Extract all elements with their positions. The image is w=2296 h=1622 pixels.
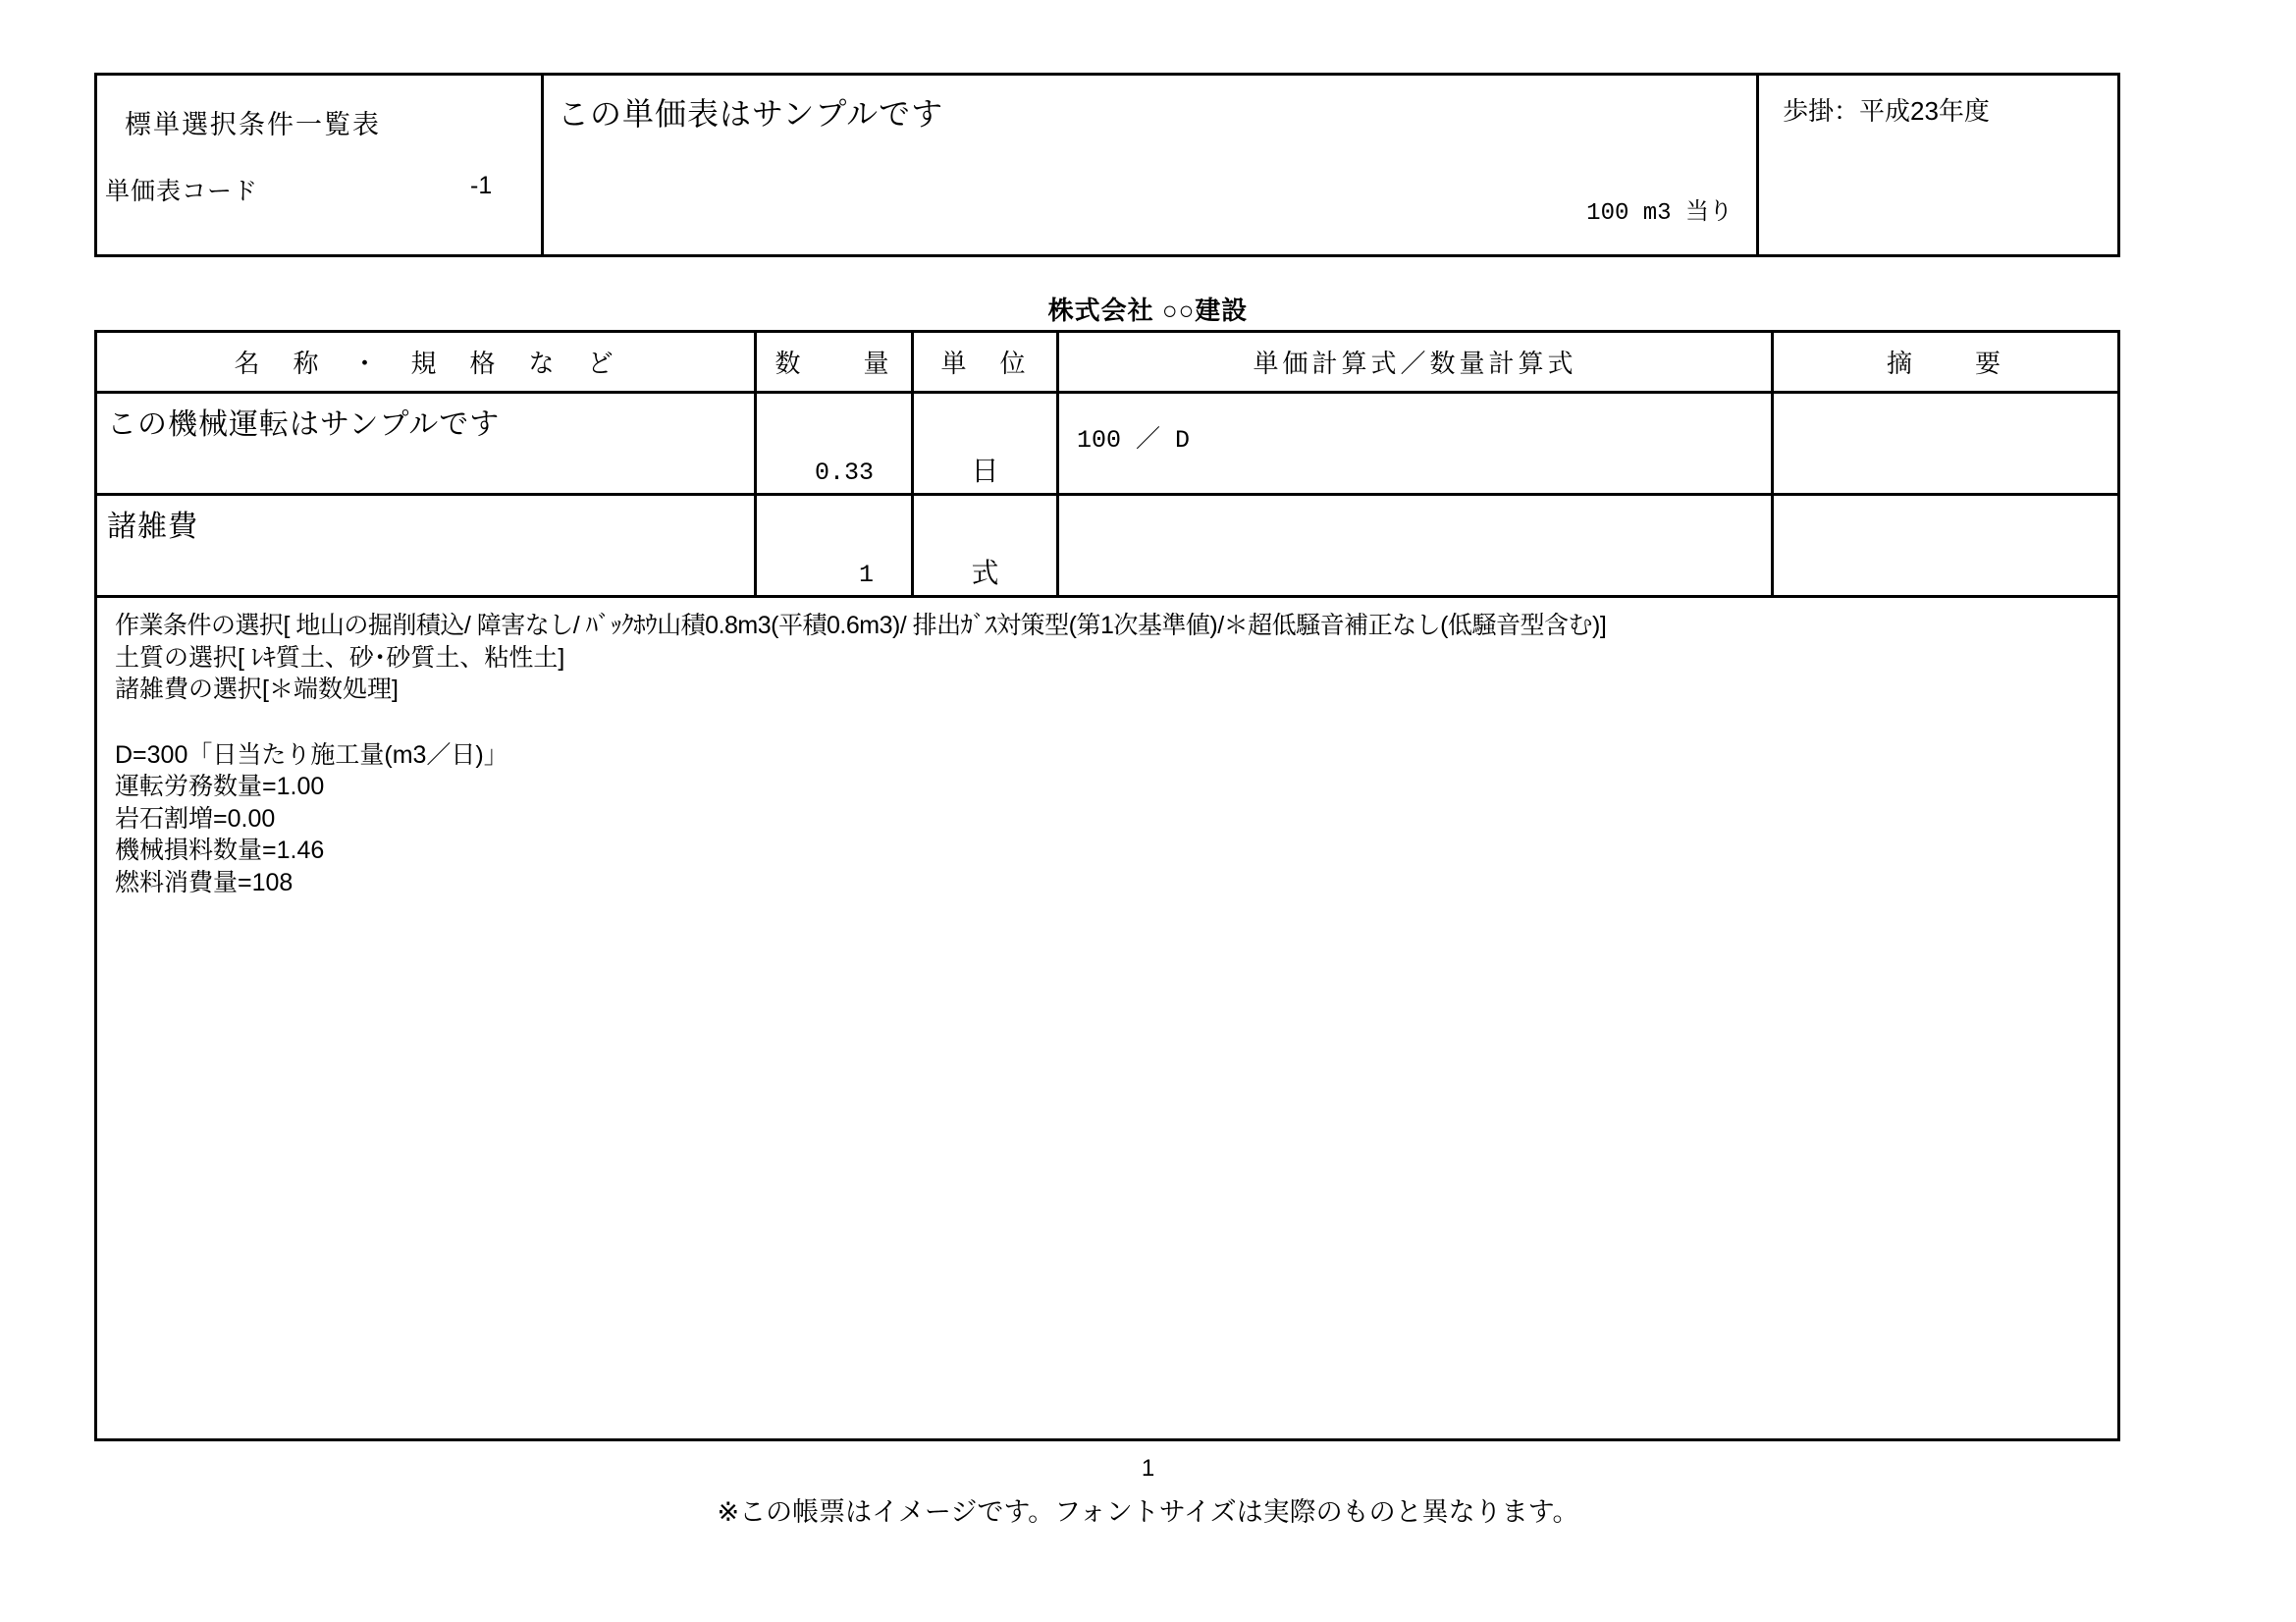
unit-price-table <box>94 330 2120 1441</box>
header-right-cell <box>1759 76 2117 254</box>
row-unit-text: 日 <box>971 456 999 486</box>
row-name-cell <box>97 496 757 595</box>
row-note-cell <box>1774 496 2117 595</box>
fiscal-year-label: 歩掛：平成23年度 <box>1783 96 1990 126</box>
row-formula-cell <box>1059 496 1774 595</box>
condition-line-work: 作業条件の選択[ 地山の掘削積込/ 障害なし/ ﾊﾞｯｸﾎｳ山積0.8m3(平積0.6m3)/ 排出ｶﾞｽ対策型(第1次基準値)/＊超低騒音補正なし(低騒音型含む)] <box>115 612 1607 639</box>
column-header-formula <box>1059 333 1774 391</box>
report-title: 標単選択条件一覧表 <box>125 110 381 139</box>
table-header-row <box>97 333 2117 394</box>
column-header-name-text: 名 称 ・ 規 格 な ど <box>234 349 617 378</box>
row-quantity-text: 1 <box>858 561 874 589</box>
column-header-quantity-text: 数 量 <box>774 349 893 378</box>
row-name-cell <box>97 394 757 493</box>
row-quantity-cell <box>757 394 914 493</box>
row-unit-cell <box>914 394 1059 493</box>
row-name-text: この機械運転はサンプルです <box>107 408 501 441</box>
sample-notice: この単価表はサンプルです <box>558 96 944 132</box>
column-header-name <box>97 333 757 391</box>
company-name: 株式会社 ○○建設 <box>1047 296 1249 325</box>
value-line-machine-loss: 機械損料数量=1.46 <box>115 837 325 864</box>
header-left-cell <box>97 76 544 254</box>
page-number: 1 <box>1141 1455 1155 1482</box>
row-name-text: 諸雑費 <box>107 511 198 543</box>
table-row <box>97 496 2117 598</box>
condition-line-soil: 土質の選択[ ﾚｷ質土、砂･砂質土、粘性土] <box>115 643 565 672</box>
condition-line-misc: 諸雑費の選択[＊端数処理] <box>115 676 399 703</box>
value-line-daily-output: D=300「日当たり施工量(m3／日)」 <box>115 740 508 769</box>
document-header <box>94 73 2120 257</box>
row-formula-cell <box>1059 394 1774 493</box>
row-unit-cell <box>914 496 1059 595</box>
column-header-note-text: 摘 要 <box>1886 349 2004 378</box>
column-header-unit-text: 単 位 <box>940 349 1030 378</box>
row-unit-text: 式 <box>971 558 999 588</box>
column-header-unit <box>914 333 1059 391</box>
value-line-labor-quantity: 運転労務数量=1.00 <box>115 773 325 800</box>
row-formula-text: 100 ／ D <box>1077 426 1191 455</box>
column-header-quantity <box>757 333 914 391</box>
footnote-text: ※この帳票はイメージです。フォントサイズは実際のものと異なります。 <box>717 1497 1579 1527</box>
column-header-formula-text: 単価計算式／数量計算式 <box>1253 349 1577 378</box>
value-line-fuel-consumption: 燃料消費量=108 <box>115 868 294 896</box>
unit-price-code-label: 単価表コード <box>105 178 259 205</box>
row-quantity-cell <box>757 496 914 595</box>
conditions-notes-area <box>97 598 2117 898</box>
notes-spacer <box>115 706 2117 739</box>
row-note-cell <box>1774 394 2117 493</box>
row-quantity-text: 0.33 <box>814 459 874 487</box>
quantity-unit-line: 100 m3 当り <box>1586 200 1733 227</box>
column-header-note <box>1774 333 2117 391</box>
value-line-rock-markup: 岩石割増=0.00 <box>115 804 276 833</box>
header-middle-cell <box>544 76 1759 254</box>
table-row <box>97 394 2117 496</box>
unit-price-code-value: -1 <box>470 172 493 199</box>
